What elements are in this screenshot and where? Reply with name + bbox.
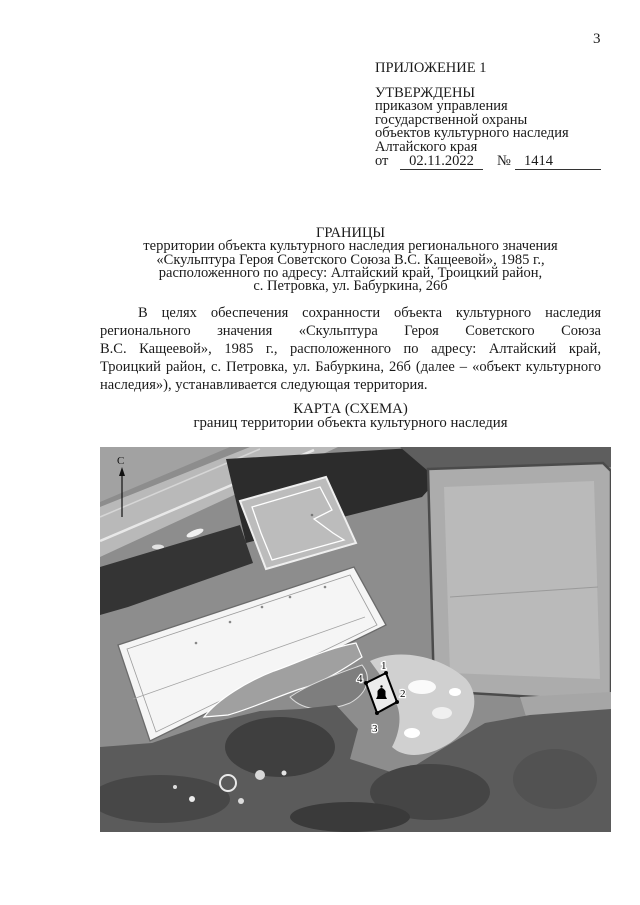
- building-main-mark: [289, 596, 292, 599]
- title-line: с. Петровка, ул. Бабуркина, 26б: [253, 278, 448, 295]
- tree-cluster: [290, 802, 410, 832]
- paragraph-line: В.С. Кащеевой», 1985 г., расположенного по адресу: Алтайский край,: [100, 341, 601, 357]
- boundary-point-3-label: 3: [372, 723, 378, 735]
- building-east-roof: [444, 481, 600, 679]
- date-prefix: от: [375, 153, 389, 170]
- order-date-line: [375, 154, 605, 169]
- approval-line: государственной охраны: [375, 111, 528, 128]
- boundary-point-1-label: 1: [381, 660, 387, 672]
- document-title: [100, 227, 601, 293]
- paragraph-line: В целях обеспечения сохранности объекта культурного наследия: [138, 305, 601, 321]
- map-heading: [100, 402, 601, 430]
- tree-cluster: [225, 717, 335, 777]
- appendix-label: ПРИЛОЖЕНИЕ 1: [375, 60, 487, 76]
- building-main-mark: [324, 586, 327, 589]
- tree-cluster: [513, 749, 597, 809]
- approval-line: Алтайского края: [375, 138, 478, 155]
- title-line: расположенного по адресу: Алтайский край, Троицкий район,: [158, 264, 543, 281]
- site-map: [100, 447, 611, 832]
- boundary-point-4: [364, 681, 368, 685]
- approval-line: приказом управления: [375, 98, 508, 115]
- light-patch: [432, 707, 452, 719]
- building-main-mark: [261, 606, 264, 609]
- title-heading: ГРАНИЦЫ: [315, 225, 386, 241]
- building-north-mark: [311, 514, 314, 517]
- ground-spot: [255, 770, 265, 780]
- number-sign: №: [497, 153, 511, 170]
- boundary-point-2-label: 2: [400, 688, 406, 700]
- ground-spot: [282, 771, 287, 776]
- monument-icon-top: [380, 685, 382, 687]
- light-patch: [404, 728, 420, 738]
- light-patch: [408, 680, 436, 694]
- light-patch: [449, 688, 461, 696]
- ground-spot: [173, 785, 177, 789]
- order-number: 1414: [515, 154, 601, 170]
- intro-paragraph: [100, 304, 601, 394]
- ground-spot: [189, 796, 195, 802]
- page-number: 3: [593, 31, 601, 47]
- paragraph-line: наследия»), устанавливается следующая территория.: [100, 377, 428, 393]
- building-main-mark: [229, 621, 232, 624]
- boundary-point-3: [375, 711, 379, 715]
- title-line: «Скульптура Героя Советского Союза В.С. Кащеевой», 1985 г.,: [156, 251, 545, 268]
- approval-block: [375, 61, 605, 169]
- approval-line: объектов культурного наследия: [375, 125, 569, 142]
- paragraph-line: регионального значения «Скульптура Героя Советского Союза: [100, 323, 601, 339]
- north-arrow-label: С: [117, 455, 125, 467]
- building-main-mark: [195, 642, 198, 645]
- boundary-point-4-label: 4: [357, 673, 363, 685]
- paragraph-line: Троицкий район, с. Петровка, ул. Бабуркина, 26б (далее – «объект культурного: [100, 359, 601, 375]
- title-line: территории объекта культурного наследия регионального значения: [143, 238, 558, 255]
- boundary-point-2: [395, 700, 399, 704]
- map-title: КАРТА (СХЕМА): [293, 401, 408, 417]
- map-subtitle: границ территории объекта культурного наследия: [193, 415, 508, 431]
- ground-spot: [238, 798, 244, 804]
- approved-label: УТВЕРЖДЕНЫ: [375, 85, 476, 101]
- order-date: 02.11.2022: [400, 154, 483, 170]
